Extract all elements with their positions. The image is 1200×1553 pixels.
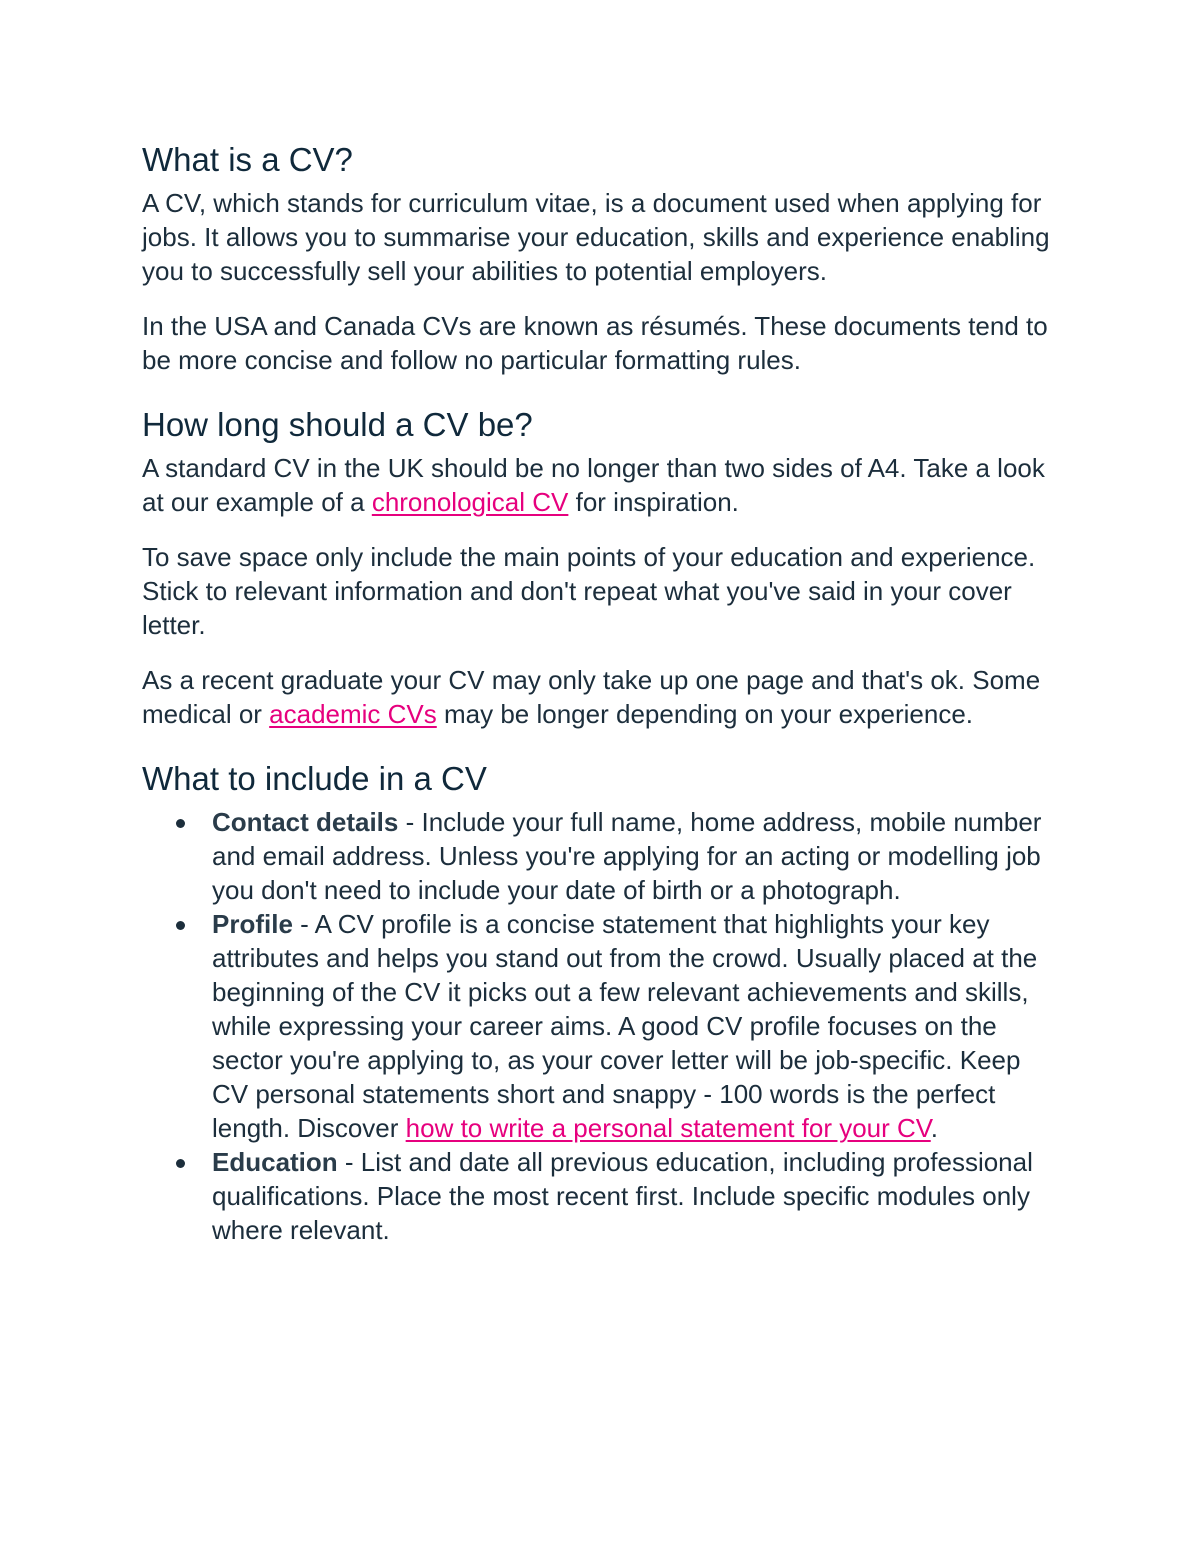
list-item-contact-details (142, 805, 1062, 907)
paragraph-text: A standard CV in the UK should be no longer than two sides of A4. Take a look at our example of a (142, 453, 1045, 517)
bullet-icon (176, 921, 185, 930)
link-academic-cvs[interactable]: academic CVs (269, 699, 437, 729)
paragraph-text: may be longer depending on your experience. (436, 699, 974, 729)
term-education: Education (212, 1147, 338, 1177)
item-text-end: . (930, 1113, 938, 1143)
item-text: - List and date all previous education, including professional qualifications. Place the most recent first. Include specific modules only where relevant. (212, 1147, 1033, 1245)
paragraph-recent-graduate (142, 663, 1062, 731)
paragraph-save-space: To save space only include the main points of your education and experience. Stick to relevant information and don't repeat what you've said in your cover letter. (142, 542, 1036, 640)
term-contact-details: Contact details (212, 807, 399, 837)
term-profile: Profile (212, 909, 293, 939)
paragraph-usa-canada: In the USA and Canada CVs are known as résumés. These documents tend to be more concise and follow no particular formatting rules. (142, 311, 1048, 375)
heading-how-long: How long should a CV be? (142, 406, 533, 443)
paragraph-standard-length (142, 451, 1062, 519)
document-page (142, 140, 1062, 1247)
list-item-education (142, 1145, 1062, 1247)
heading-what-is-a-cv: What is a CV? (142, 141, 353, 178)
bullet-icon (176, 1159, 185, 1168)
list-item-profile (142, 907, 1062, 1145)
link-chronological-cv[interactable]: chronological CV (371, 487, 569, 517)
heading-what-to-include: What to include in a CV (142, 760, 487, 797)
item-text: - Include your full name, home address, mobile number and email address. Unless you're applying for an acting or modelling job you don't need to include your date of birth or a photograph. (212, 807, 1042, 905)
item-text: - A CV profile is a concise statement that highlights your key attributes and helps you stand out from the crowd. Usually placed at the beginning of the CV it picks out a few relevant achievements and skills, while expressing your career aims. A good CV profile focuses on the sector you're applying to, as your cover letter will be job-specific. Keep CV personal statements short and snappy - 100 words is the perfect length. Discover (212, 909, 1038, 1143)
link-personal-statement[interactable]: how to write a personal statement for your CV (405, 1113, 931, 1143)
include-list (142, 805, 1062, 1247)
paragraph-text: for inspiration. (568, 487, 739, 517)
paragraph-text: As a recent graduate your CV may only take up one page and that's ok. Some medical or (142, 665, 1041, 729)
bullet-icon (176, 819, 185, 828)
paragraph-cv-definition: A CV, which stands for curriculum vitae, is a document used when applying for jobs. It allows you to summarise your education, skills and experience enabling you to successfully sell your abilities to potential employers. (142, 188, 1050, 286)
